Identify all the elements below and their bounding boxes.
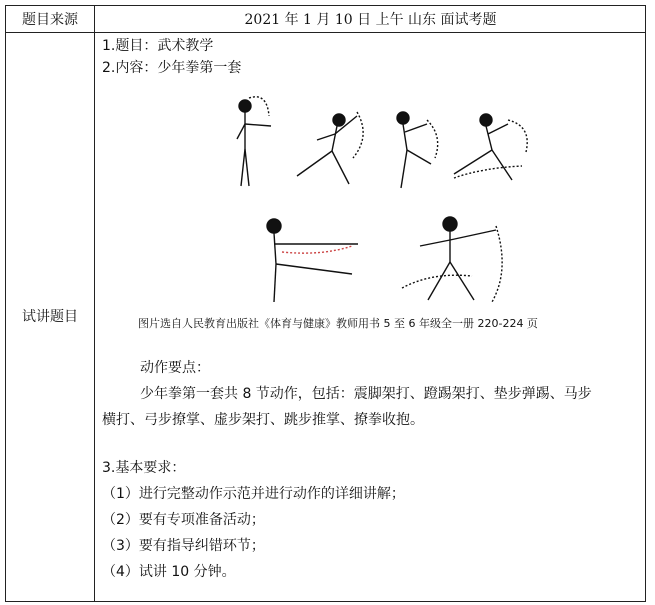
requirement-item: （2）要有专项准备活动； [102, 512, 265, 528]
figure-stance-2 [287, 106, 377, 194]
figure-stance-6 [392, 210, 512, 307]
figure-stance-4 [442, 106, 542, 194]
source-label: 题目来源 [22, 12, 78, 28]
requirements-title: 3.基本要求： [102, 460, 186, 476]
figure-stance-3 [387, 106, 447, 194]
source-value: 2021 年 1 月 10 日 上午 山东 面试考题 [244, 12, 497, 28]
figure-stance-5 [252, 212, 372, 307]
requirement-item: （1）进行完整动作示范并进行动作的详细讲解； [102, 486, 405, 502]
figure-stance-1 [227, 94, 277, 194]
key-points-title: 动作要点： [140, 360, 210, 376]
key-points-line-2: 横打、弓步撩掌、虚步架打、跳步推掌、撩拳收抱。 [102, 412, 424, 428]
requirement-item: （3）要有指导纠错环节； [102, 538, 265, 554]
requirement-item: （4）试讲 10 分钟。 [102, 564, 236, 580]
header-divider [6, 32, 645, 33]
topic-line: 1.题目：武术教学 [102, 38, 214, 54]
figure-caption: 图片选自人民教育出版社《体育与健康》教师用书 5 至 6 年级全一册 220-224 页 [138, 317, 538, 330]
content-line: 2.内容：少年拳第一套 [102, 60, 242, 76]
key-points-line-1: 少年拳第一套共 8 节动作，包括：震脚架打、蹬踢架打、垫步弹踢、马步 [140, 386, 592, 402]
exam-table [5, 5, 646, 602]
column-divider [94, 6, 95, 601]
lecture-content [102, 34, 639, 601]
lecture-topic-label: 试讲题目 [22, 309, 78, 325]
